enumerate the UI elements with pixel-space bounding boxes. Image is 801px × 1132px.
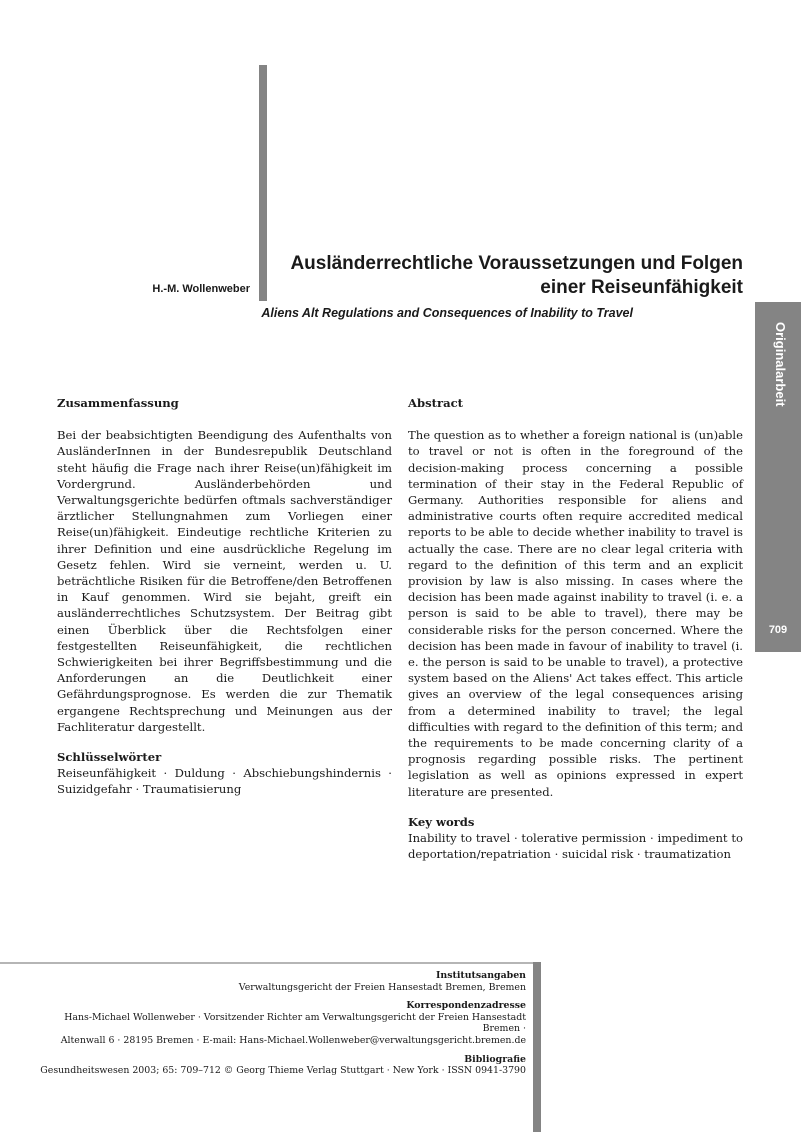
summary-heading: Zusammenfassung: [57, 396, 179, 410]
keywords-de: Reiseunfähigkeit · Duldung · Abschiebungshindernis · Suizidgefahr · Traumatisierung: [57, 766, 392, 797]
correspondence-line-1: Hans-Michael Wollenweber · Vorsitzender Richter am Verwaltungsgericht der Freien Hansestadt Bremen ·: [64, 1011, 526, 1035]
title-accent-bar: [259, 65, 267, 301]
article-type-label: [755, 302, 801, 422]
article-title-line-1: Ausländerrechtliche Voraussetzungen und Folgen: [290, 253, 743, 274]
correspondence-heading: Korrespondenzadresse: [406, 1000, 526, 1012]
abstract-heading: Abstract: [408, 396, 464, 410]
author-name: H.-M. Wollenweber: [152, 283, 250, 295]
article-info-footer: [40, 970, 526, 1077]
article-title: [276, 252, 743, 300]
article-type-text: Originalarbeit: [773, 322, 788, 407]
summary-body: Bei der beabsichtigten Beendigung des Aufenthalts von AusländerInnen in der Bundesrepublik Deutschland steht häufig die Frage nach ihrer Reise(un)fähigkeit im Vordergrund. Ausländerbehörden und Verwaltungsgerichte bedürfen oftmals sachverständiger ärztlicher Stellungnahmen zum Vorliegen einer Reise(un)fähigkeit. Eindeutige rechtliche Kriterien zu ihrer Definition und eine ausdrückliche Regelung im Gesetz fehlen. Wird sie verneint, werden u. U. beträchtliche Risiken für die Betroffene/den Betroffenen in Kauf genommen. Wird sie bejaht, greift ein ausländerrechtliches Schutzsystem. Der Beitrag gibt einen Überblick über die Rechtsfolgen einer festgestellten Reiseunfähigkeit, die rechtlichen Schwierigkeiten bei ihrer Begriffsbestimmung und die Anforderungen an die Deutlichkeit einer Gefährdungsprognose. Es werden die zur Thematik ergangene Rechtsprechung und Meinungen aus der Fachliteratur dargestellt.: [57, 428, 392, 734]
keywords-en: Inability to travel · tolerative permission · impediment to deportation/repatriation · suicidal risk · traumatization: [408, 831, 743, 862]
footer-accent-bar: [533, 962, 541, 1132]
footer-rule: [0, 962, 541, 964]
correspondence-line-2: Altenwall 6 · 28195 Bremen · E-mail: Hans-Michael.Wollenweber@verwaltungsgericht.bremen.de: [60, 1034, 526, 1046]
keywords-en-heading: Key words: [408, 814, 475, 829]
abstract-column: [408, 395, 743, 862]
side-tab: [755, 302, 801, 652]
summary-column: [57, 395, 392, 798]
keywords-de-heading: Schlüsselwörter: [57, 750, 162, 765]
article-title-line-2: einer Reiseunfähigkeit: [540, 277, 743, 298]
article-subtitle: Aliens Alt Regulations and Consequences of Inability to Travel: [261, 306, 633, 320]
institution-text: Verwaltungsgericht der Freien Hansestadt Bremen, Bremen: [238, 981, 526, 993]
bibliography-text: Gesundheitswesen 2003; 65: 709–712 © Georg Thieme Verlag Stuttgart · New York · ISSN 0941-3790: [40, 1065, 526, 1077]
page-number: 709: [768, 624, 788, 636]
institution-heading: Institutsangaben: [436, 970, 526, 981]
bibliography-heading: Bibliografie: [464, 1053, 526, 1065]
abstract-body: The question as to whether a foreign national is (un)able to travel or not is often in the foreground of the decision-making process concerning a possible termination of their stay in the Federal Republic of Germany. Authorities responsible for aliens and administrative courts often require accredited medical reports to be able to decide whether inability to travel is actually the case. There are no clear legal criteria with regard to the definition of this term and an explicit provision by law is also missing. In cases where the decision has been made against inability to travel (i. e. a person is said to be able to travel), there may be considerable risks for the person concerned. Where the decision has been made in favour of inability to travel (i. e. the person is said to be unable to travel), a protective system based on the Aliens' Act takes effect. This article gives an overview of the legal consequences arising from a determined inability to travel; the legal difficulties with regard to the definition of this term; and the requirements to be made concerning clarity of a prognosis regarding possible risks. The pertinent legislation as well as opinions expressed in expert literature are presented.: [408, 428, 743, 799]
